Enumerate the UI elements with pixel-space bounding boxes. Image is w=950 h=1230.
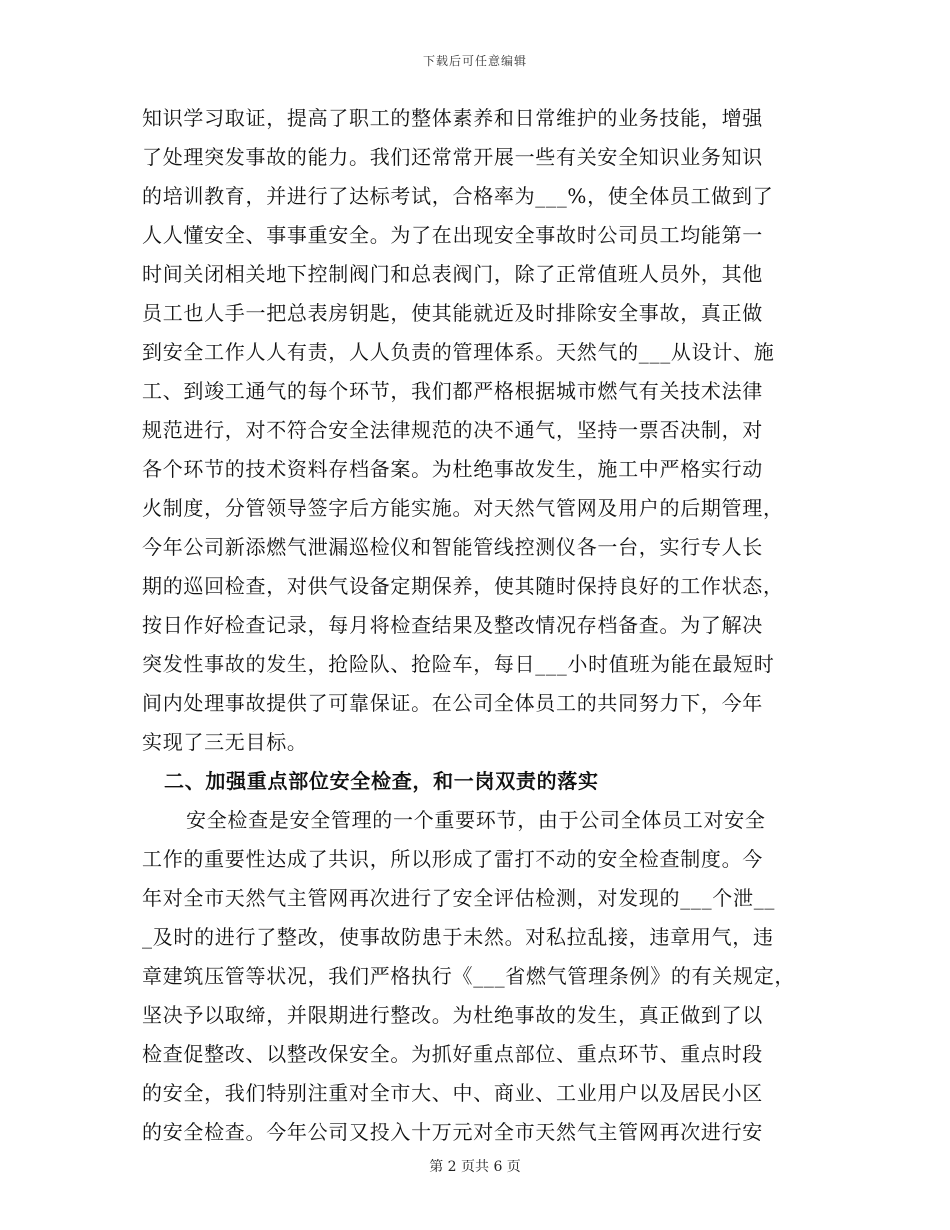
paragraph-line: 火制度，分管领导签字后方能实施。对天然气管网及用户的后期管理， bbox=[142, 496, 784, 520]
paragraph-line: 时间关闭相关地下控制阀门和总表阀门，除了正常值班人员外，其他 bbox=[142, 262, 763, 286]
page-number: 第 2 页共 6 页 bbox=[429, 1159, 521, 1175]
paragraph-line: 的安全检查。今年公司又投入十万元对全市天然气主管网再次进行安 bbox=[142, 1120, 763, 1144]
paragraph-line: 各个环节的技术资料存档备案。为杜绝事故发生，施工中严格实行动 bbox=[142, 457, 763, 481]
section-heading: 二、加强重点部位安全检查，和一岗双责的落实 bbox=[164, 769, 599, 793]
page-header: 下载后可任意编辑 bbox=[422, 54, 527, 68]
paragraph-line: 规范进行，对不符合安全法律规范的决不通气，坚持一票否决制，对 bbox=[142, 418, 763, 442]
paragraph-line: 检查促整改、以整改保安全。为抓好重点部位、重点环节、重点时段 bbox=[142, 1042, 763, 1066]
paragraph-line: 期的巡回检查，对供气设备定期保养，使其随时保持良好的工作状态， bbox=[142, 574, 784, 598]
paragraph-line: 今年公司新添燃气泄漏巡检仪和智能管线控测仪各一台，实行专人长 bbox=[142, 535, 763, 559]
paragraph-line: _及时的进行了整改，使事故防患于未然。对私拉乱接，违章用气，违 bbox=[142, 925, 774, 949]
paragraph-line: 知识学习取证，提高了职工的整体素养和日常维护的业务技能，增强 bbox=[142, 106, 763, 130]
document-body bbox=[142, 99, 812, 1152]
paragraph-line: 安全检查是安全管理的一个重要环节，由于公司全体员工对安全 bbox=[186, 808, 766, 832]
paragraph-line: 了处理突发事故的能力。我们还常常开展一些有关安全知识业务知识 bbox=[142, 145, 763, 169]
paragraph-line: 年对全市天然气主管网再次进行了安全评估检测，对发现的___个泄__ bbox=[142, 886, 776, 910]
paragraph-line: 的培训教育，并进行了达标考试，合格率为___%，使全体员工做到了 bbox=[142, 184, 774, 208]
paragraph-line: 员工也人手一把总表房钥匙，使其能就近及时排除安全事故，真正做 bbox=[142, 301, 763, 325]
paragraph-line: 到安全工作人人有责，人人负责的管理体系。天然气的___从设计、施 bbox=[142, 340, 775, 364]
paragraph-line: 实现了三无目标。 bbox=[142, 730, 308, 754]
paragraph-line: 突发性事故的发生，抢险队、抢险车，每日___小时值班为能在最短时 bbox=[142, 652, 775, 676]
paragraph-line: 工作的重要性达成了共识，所以形成了雷打不动的安全检查制度。今 bbox=[142, 847, 763, 871]
paragraph-line: 的安全，我们特别注重对全市大、中、商业、工业用户以及居民小区 bbox=[142, 1081, 763, 1105]
paragraph-line: 按日作好检查记录，每月将检查结果及整改情况存档备查。为了解决 bbox=[142, 613, 763, 637]
paragraph-line: 工、到竣工通气的每个环节，我们都严格根据城市燃气有关技术法律 bbox=[142, 379, 763, 403]
paragraph-line: 坚决予以取缔，并限期进行整改。为杜绝事故的发生，真正做到了以 bbox=[142, 1003, 763, 1027]
paragraph-line: 人人懂安全、事事重安全。为了在出现安全事故时公司员工均能第一 bbox=[142, 223, 763, 247]
paragraph-line: 间内处理事故提供了可靠保证。在公司全体员工的共同努力下，今年 bbox=[142, 691, 763, 715]
paragraph-line: 章建筑压管等状况，我们严格执行《___省燃气管理条例》的有关规定， bbox=[142, 964, 796, 988]
